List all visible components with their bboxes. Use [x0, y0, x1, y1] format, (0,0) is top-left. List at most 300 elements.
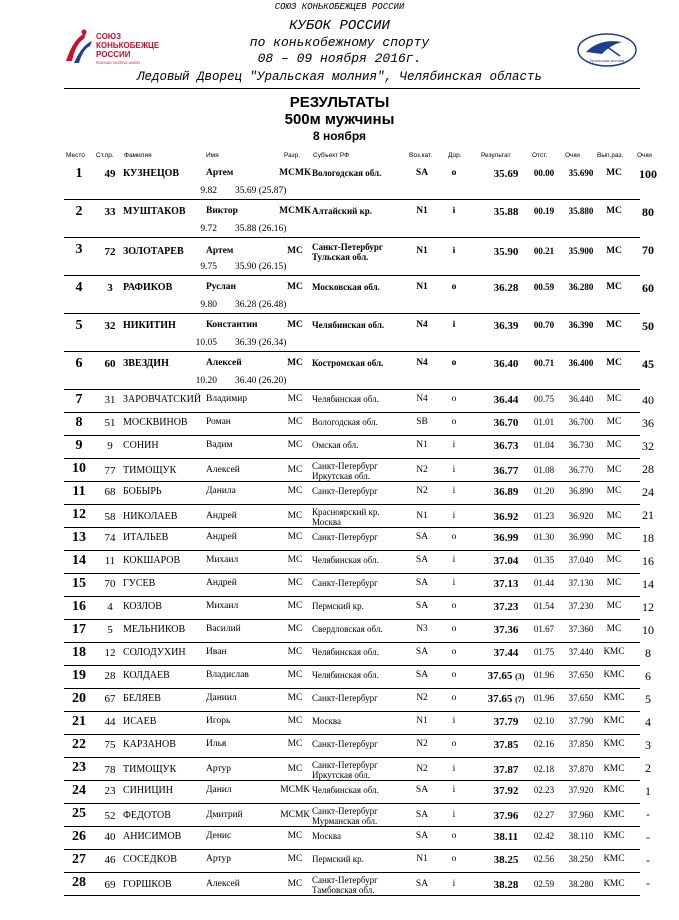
place-cell: 18 [72, 645, 86, 660]
start-number-cell: 51 [104, 417, 116, 429]
points-cell: 37.130 [568, 578, 594, 588]
points-cell: 37.650 [568, 670, 594, 680]
region-line: Свердловская обл. [312, 624, 383, 634]
result-cell [478, 511, 534, 523]
age-category-cell: SA [415, 555, 429, 565]
grade-achieved-cell: КМС [603, 879, 625, 889]
points-cell: 37.920 [568, 785, 594, 795]
table-row [64, 643, 654, 666]
logo-line-1: СОЮЗ [96, 32, 122, 41]
points-cell: 36.440 [568, 394, 594, 404]
result-cell [478, 785, 534, 797]
start-number-cell: 32 [104, 320, 116, 332]
points-cell: 37.850 [568, 739, 594, 749]
rank-cell: МС [287, 532, 303, 542]
points-cell: 35.900 [568, 246, 594, 256]
region-line: Московская обл. [312, 282, 380, 292]
table-row [64, 574, 654, 597]
region-line: Санкт-Петербург [312, 806, 378, 816]
grade-achieved-cell: МС [606, 578, 622, 588]
points-cell: 37.870 [568, 764, 594, 774]
gap-cell: 00.71 [533, 358, 555, 368]
gap-cell: 01.54 [533, 601, 555, 611]
table-row [64, 712, 654, 735]
result-tiebreak-note: (3) [515, 672, 525, 681]
col-name: Имя [206, 152, 219, 159]
cup-points-cell: 3 [645, 738, 651, 752]
cup-points-cell: - [646, 830, 650, 844]
result-cell [478, 246, 534, 258]
lane-cell: o [451, 417, 457, 427]
region-line: Пермский кр. [312, 601, 364, 611]
table-row [64, 413, 654, 436]
rank-cell: МС [287, 716, 303, 726]
col-result: Результат [481, 152, 511, 159]
result-time: 36.40 [493, 358, 519, 370]
start-number-cell: 3 [107, 282, 113, 294]
surname-cell: МЕЛЬНИКОВ [123, 624, 186, 635]
gap-cell: 02.16 [533, 739, 555, 749]
result-cell [478, 206, 534, 218]
age-category-cell: SA [415, 532, 429, 542]
cup-title: КУБОК РОССИИ [289, 18, 390, 34]
result-cell [478, 358, 534, 370]
surname-cell: ФЕДОТОВ [123, 810, 171, 821]
rank-cell: МС [287, 511, 303, 521]
start-number-cell: 60 [104, 358, 116, 370]
points-cell: 36.770 [568, 465, 594, 475]
surname-cell: РАФИКОВ [123, 282, 173, 293]
place-cell: 22 [72, 737, 86, 752]
region-line: Вологодская обл. [312, 168, 382, 178]
result-cell [478, 578, 534, 590]
lane-cell: i [452, 440, 456, 450]
split-100m: 9.75 [200, 262, 217, 272]
rank-cell: МС [287, 555, 303, 565]
points-cell: 37.360 [568, 624, 594, 634]
points-cell: 36.890 [568, 486, 594, 496]
grade-achieved-cell: МС [606, 511, 622, 521]
gap-cell: 02.18 [533, 764, 555, 774]
table-row [64, 735, 654, 758]
split-100m: 9.82 [200, 186, 217, 196]
grade-achieved-cell: МС [606, 486, 622, 496]
place-cell: 4 [75, 280, 83, 295]
rank-cell: МС [287, 601, 303, 611]
age-category-cell: N2 [416, 764, 428, 774]
first-name-cell: Алексей [206, 358, 242, 368]
split-final: 35.69 (25.87) [235, 186, 287, 196]
table-row [64, 758, 654, 781]
result-cell [478, 624, 534, 636]
grade-achieved-cell: КМС [603, 764, 625, 774]
surname-cell: ИТАЛЬЕВ [123, 532, 169, 543]
start-number-cell: 4 [107, 601, 113, 613]
lane-cell: o [451, 358, 457, 368]
points-cell: 37.790 [568, 716, 594, 726]
col-surname: Фамилия [124, 152, 152, 159]
region-cell [312, 206, 372, 216]
place-cell: 20 [72, 691, 86, 706]
lane-cell: i [452, 716, 456, 726]
table-row [64, 482, 654, 505]
region-cell [312, 578, 378, 588]
col-points: Очки [565, 152, 580, 159]
region-cell [312, 601, 364, 611]
result-time: 37.44 [493, 647, 519, 659]
result-cell [478, 320, 534, 332]
gap-cell: 00.59 [533, 282, 555, 292]
age-category-cell: N4 [416, 394, 428, 404]
lane-cell: i [452, 511, 456, 521]
distance-title: 500м мужчины [284, 111, 395, 128]
points-cell: 37.650 [568, 693, 594, 703]
grade-achieved-cell: КМС [603, 670, 625, 680]
split-100m: 10.20 [195, 376, 217, 386]
first-name-cell: Алексей [206, 879, 240, 889]
first-name-cell: Алексей [206, 465, 240, 475]
first-name-cell: Руслан [206, 282, 237, 292]
region-cell [312, 716, 341, 726]
result-time: 38.25 [493, 854, 519, 866]
table-row [64, 436, 654, 459]
place-cell: 8 [75, 415, 83, 430]
table-row [64, 314, 654, 352]
col-gap: Отст. [532, 152, 548, 159]
place-cell: 6 [75, 356, 83, 371]
age-category-cell: N2 [416, 693, 428, 703]
result-cell [478, 168, 534, 180]
cup-points-cell: 21 [642, 508, 654, 522]
gap-cell: 00.19 [533, 206, 555, 216]
lane-cell: o [451, 670, 457, 680]
split-final: 36.28 (26.48) [235, 300, 287, 310]
result-time: 37.23 [493, 601, 519, 613]
grade-achieved-cell: МС [606, 168, 622, 178]
split-final: 35.90 (26.15) [235, 262, 287, 272]
place-cell: 12 [72, 507, 86, 522]
result-time: 37.04 [493, 555, 519, 567]
region-cell [312, 739, 378, 749]
place-cell: 9 [75, 438, 83, 453]
organization-title: СОЮЗ КОНЬКОБЕЖЦЕВ РОССИИ [274, 2, 405, 12]
start-number-cell: 75 [104, 739, 116, 751]
cup-points-cell: 8 [645, 646, 651, 660]
gap-cell: 01.75 [533, 647, 555, 657]
region-cell [312, 785, 379, 795]
cup-points-cell: 24 [642, 485, 654, 499]
table-row [64, 276, 654, 314]
region-cell [312, 394, 379, 404]
points-cell: 36.990 [568, 532, 594, 542]
table-row [64, 781, 654, 804]
rank-cell: МС [287, 486, 303, 496]
gap-cell: 02.59 [533, 879, 555, 889]
first-name-cell: Роман [206, 417, 231, 427]
result-time: 36.77 [493, 465, 519, 477]
points-cell: 36.920 [568, 511, 594, 521]
result-cell [478, 394, 534, 406]
start-number-cell: 70 [104, 578, 116, 590]
result-time: 37.65 [487, 670, 513, 682]
col-region: Субъект РФ [313, 152, 350, 159]
first-name-cell: Денис [206, 831, 232, 841]
region-cell [312, 168, 381, 178]
grade-achieved-cell: МС [606, 555, 622, 565]
grade-achieved-cell: МС [606, 282, 622, 292]
points-cell: 37.230 [568, 601, 594, 611]
gap-cell: 00.75 [533, 394, 555, 404]
first-name-cell: Артем [206, 246, 234, 256]
result-cell [478, 282, 534, 294]
region-line: Санкт-Петербург [312, 461, 378, 471]
points-cell: 38.250 [568, 854, 594, 864]
lane-cell: i [452, 206, 456, 216]
lane-cell: o [451, 647, 457, 657]
grade-achieved-cell: МС [606, 206, 622, 216]
region-line: Иркутская обл. [312, 770, 370, 780]
place-cell: 25 [72, 806, 86, 821]
surname-cell: СОСЕДКОВ [123, 854, 177, 865]
region-line: Санкт-Петербург [312, 578, 378, 588]
surname-cell: ГУСЕВ [123, 578, 156, 589]
ice-palace-logo-text: Уральская молния [589, 58, 625, 63]
table-row [64, 850, 654, 873]
table-row [64, 873, 654, 896]
gap-cell: 00.21 [533, 246, 555, 256]
result-time: 37.92 [493, 785, 519, 797]
table-row [64, 528, 654, 551]
gap-cell: 01.96 [533, 693, 555, 703]
col-grade-achieved: Вып.раз. [597, 152, 624, 159]
region-cell [312, 507, 380, 527]
surname-cell: МУШТАКОВ [123, 206, 186, 217]
result-time: 38.28 [493, 879, 519, 891]
region-cell [312, 831, 341, 841]
gap-cell: 01.44 [533, 578, 555, 588]
split-final: 36.39 (26.34) [235, 338, 287, 348]
cup-points-cell: 50 [642, 319, 654, 333]
gap-cell: 02.23 [533, 785, 555, 795]
start-number-cell: 49 [104, 168, 116, 180]
start-number-cell: 52 [104, 810, 116, 822]
event-dates: 08 – 09 ноября 2016г. [257, 51, 422, 66]
start-number-cell: 58 [104, 511, 116, 523]
region-cell [312, 242, 383, 262]
col-cup-points: Очки [637, 152, 652, 159]
age-category-cell: SA [415, 785, 429, 795]
cup-points-cell: 1 [645, 784, 651, 798]
rank-cell: МСМК [280, 785, 310, 795]
first-name-cell: Илья [206, 739, 227, 749]
cup-points-cell: 36 [642, 416, 654, 430]
points-cell: 36.700 [568, 417, 594, 427]
lane-cell: i [452, 555, 456, 565]
logo-line-3: РОССИИ [96, 50, 131, 59]
table-row [64, 689, 654, 712]
first-name-cell: Василий [206, 624, 241, 634]
cup-points-cell: 10 [642, 623, 654, 637]
start-number-cell: 78 [104, 764, 116, 776]
col-age-category: Воз.кат. [409, 152, 433, 159]
place-cell: 15 [72, 576, 86, 591]
grade-achieved-cell: МС [606, 465, 622, 475]
logo-subtitle: RUSSIAN SKATING UNION [96, 61, 140, 65]
result-time: 36.92 [493, 511, 519, 523]
rank-cell: МС [287, 764, 303, 774]
start-number-cell: 74 [104, 532, 116, 544]
surname-cell: БЕЛЯЕВ [123, 693, 161, 704]
start-number-cell: 40 [104, 831, 116, 843]
first-name-cell: Данил [206, 785, 232, 795]
age-category-cell: SA [415, 578, 429, 588]
start-number-cell: 28 [104, 670, 116, 682]
region-cell [312, 320, 384, 330]
region-line: Вологодская обл. [312, 417, 378, 427]
region-line: Санкт-Петербург [312, 875, 378, 885]
split-final: 35.88 (26.16) [235, 224, 287, 234]
region-line: Тульская обл. [312, 252, 369, 262]
result-time: 35.90 [493, 246, 519, 258]
surname-cell: КУЗНЕЦОВ [123, 168, 180, 179]
grade-achieved-cell: МС [606, 440, 622, 450]
grade-achieved-cell: КМС [603, 854, 625, 864]
first-name-cell: Артур [206, 764, 232, 774]
region-cell [312, 282, 380, 292]
surname-cell: КОЛДАЕВ [123, 670, 170, 681]
table-row [64, 459, 654, 482]
grade-achieved-cell: МС [606, 358, 622, 368]
place-cell: 16 [72, 599, 86, 614]
result-time: 37.13 [493, 578, 519, 590]
rank-cell: МС [287, 465, 303, 475]
result-cell [478, 486, 534, 498]
grade-achieved-cell: КМС [603, 810, 625, 820]
start-number-cell: 69 [104, 879, 116, 891]
start-number-cell: 72 [104, 246, 116, 258]
row-divider [64, 895, 640, 896]
region-line: Иркутская обл. [312, 471, 370, 481]
result-cell [478, 465, 534, 477]
gap-cell: 00.00 [533, 168, 555, 178]
cup-points-cell: 16 [642, 554, 654, 568]
rank-cell: МС [287, 624, 303, 634]
result-cell [478, 647, 534, 659]
result-cell [478, 601, 534, 613]
region-cell [312, 760, 378, 780]
rank-cell: МС [287, 739, 303, 749]
lane-cell: i [452, 879, 456, 889]
result-time: 35.69 [493, 168, 519, 180]
logo-line-2: КОНЬКОБЕЖЦЕВ [96, 41, 159, 50]
lane-cell: i [452, 486, 456, 496]
rank-cell: МСМК [280, 810, 310, 820]
first-name-cell: Андрей [206, 511, 237, 521]
gap-cell: 01.20 [533, 486, 555, 496]
cup-points-cell: 40 [642, 393, 654, 407]
start-number-cell: 5 [107, 624, 113, 636]
region-cell [312, 647, 379, 657]
first-name-cell: Михаил [206, 601, 239, 611]
result-cell [478, 440, 534, 452]
region-cell [312, 854, 364, 864]
race-date: 8 ноября [312, 129, 366, 143]
lane-cell: o [451, 532, 457, 542]
place-cell: 26 [72, 829, 86, 844]
grade-achieved-cell: МС [606, 624, 622, 634]
cup-points-cell: 18 [642, 531, 654, 545]
first-name-cell: Андрей [206, 532, 237, 542]
gap-cell: 02.56 [533, 854, 555, 864]
region-line: Челябинская обл. [312, 555, 379, 565]
table-row [64, 505, 654, 528]
region-cell [312, 486, 378, 496]
first-name-cell: Владислав [206, 670, 249, 680]
lane-cell: i [452, 246, 456, 256]
rank-cell: МС [287, 854, 303, 864]
cup-points-cell: 45 [642, 357, 654, 371]
result-cell [478, 879, 534, 891]
table-row [64, 390, 654, 413]
result-tiebreak-note: (7) [515, 695, 525, 704]
place-cell: 11 [72, 484, 86, 499]
result-time: 37.36 [493, 624, 519, 636]
gap-cell: 00.70 [533, 320, 555, 330]
surname-cell: СОНИН [123, 440, 159, 451]
region-line: Санкт-Петербург [312, 486, 378, 496]
first-name-cell: Виктор [206, 206, 238, 216]
result-time: 36.39 [493, 320, 519, 332]
grade-achieved-cell: КМС [603, 647, 625, 657]
rank-cell: МС [287, 670, 303, 680]
cup-points-cell: - [646, 876, 650, 890]
age-category-cell: N1 [416, 246, 428, 256]
surname-cell: ТИМОЩУК [123, 465, 177, 476]
age-category-cell: N4 [416, 358, 428, 368]
surname-cell: НИКОЛАЕВ [123, 511, 178, 522]
grade-achieved-cell: КМС [603, 693, 625, 703]
result-time: 36.44 [493, 394, 519, 406]
table-row [64, 597, 654, 620]
lane-cell: i [452, 578, 456, 588]
region-line: Санкт-Петербург [312, 760, 378, 770]
surname-cell: КАРЗАНОВ [123, 739, 176, 750]
start-number-cell: 9 [107, 440, 113, 452]
grade-achieved-cell: КМС [603, 716, 625, 726]
cup-points-cell: - [646, 853, 650, 867]
region-line: Санкт-Петербург [312, 693, 378, 703]
grade-achieved-cell: МС [606, 394, 622, 404]
first-name-cell: Иван [206, 647, 227, 657]
region-cell [312, 670, 379, 680]
sport-title: по конькобежному спорту [249, 35, 430, 50]
gap-cell: 01.96 [533, 670, 555, 680]
table-row [64, 620, 654, 643]
result-time: 36.28 [493, 282, 519, 294]
first-name-cell: Вадим [206, 440, 233, 450]
place-cell: 27 [72, 852, 86, 867]
start-number-cell: 77 [104, 465, 116, 477]
age-category-cell: N1 [416, 511, 428, 521]
table-row [64, 666, 654, 689]
lane-cell: i [452, 764, 456, 774]
surname-cell: НИКИТИН [123, 320, 176, 331]
gap-cell: 01.08 [533, 465, 555, 475]
region-line: Москва [312, 831, 341, 841]
first-name-cell: Константин [206, 320, 258, 330]
result-time: 36.89 [493, 486, 519, 498]
place-cell: 5 [75, 318, 83, 333]
